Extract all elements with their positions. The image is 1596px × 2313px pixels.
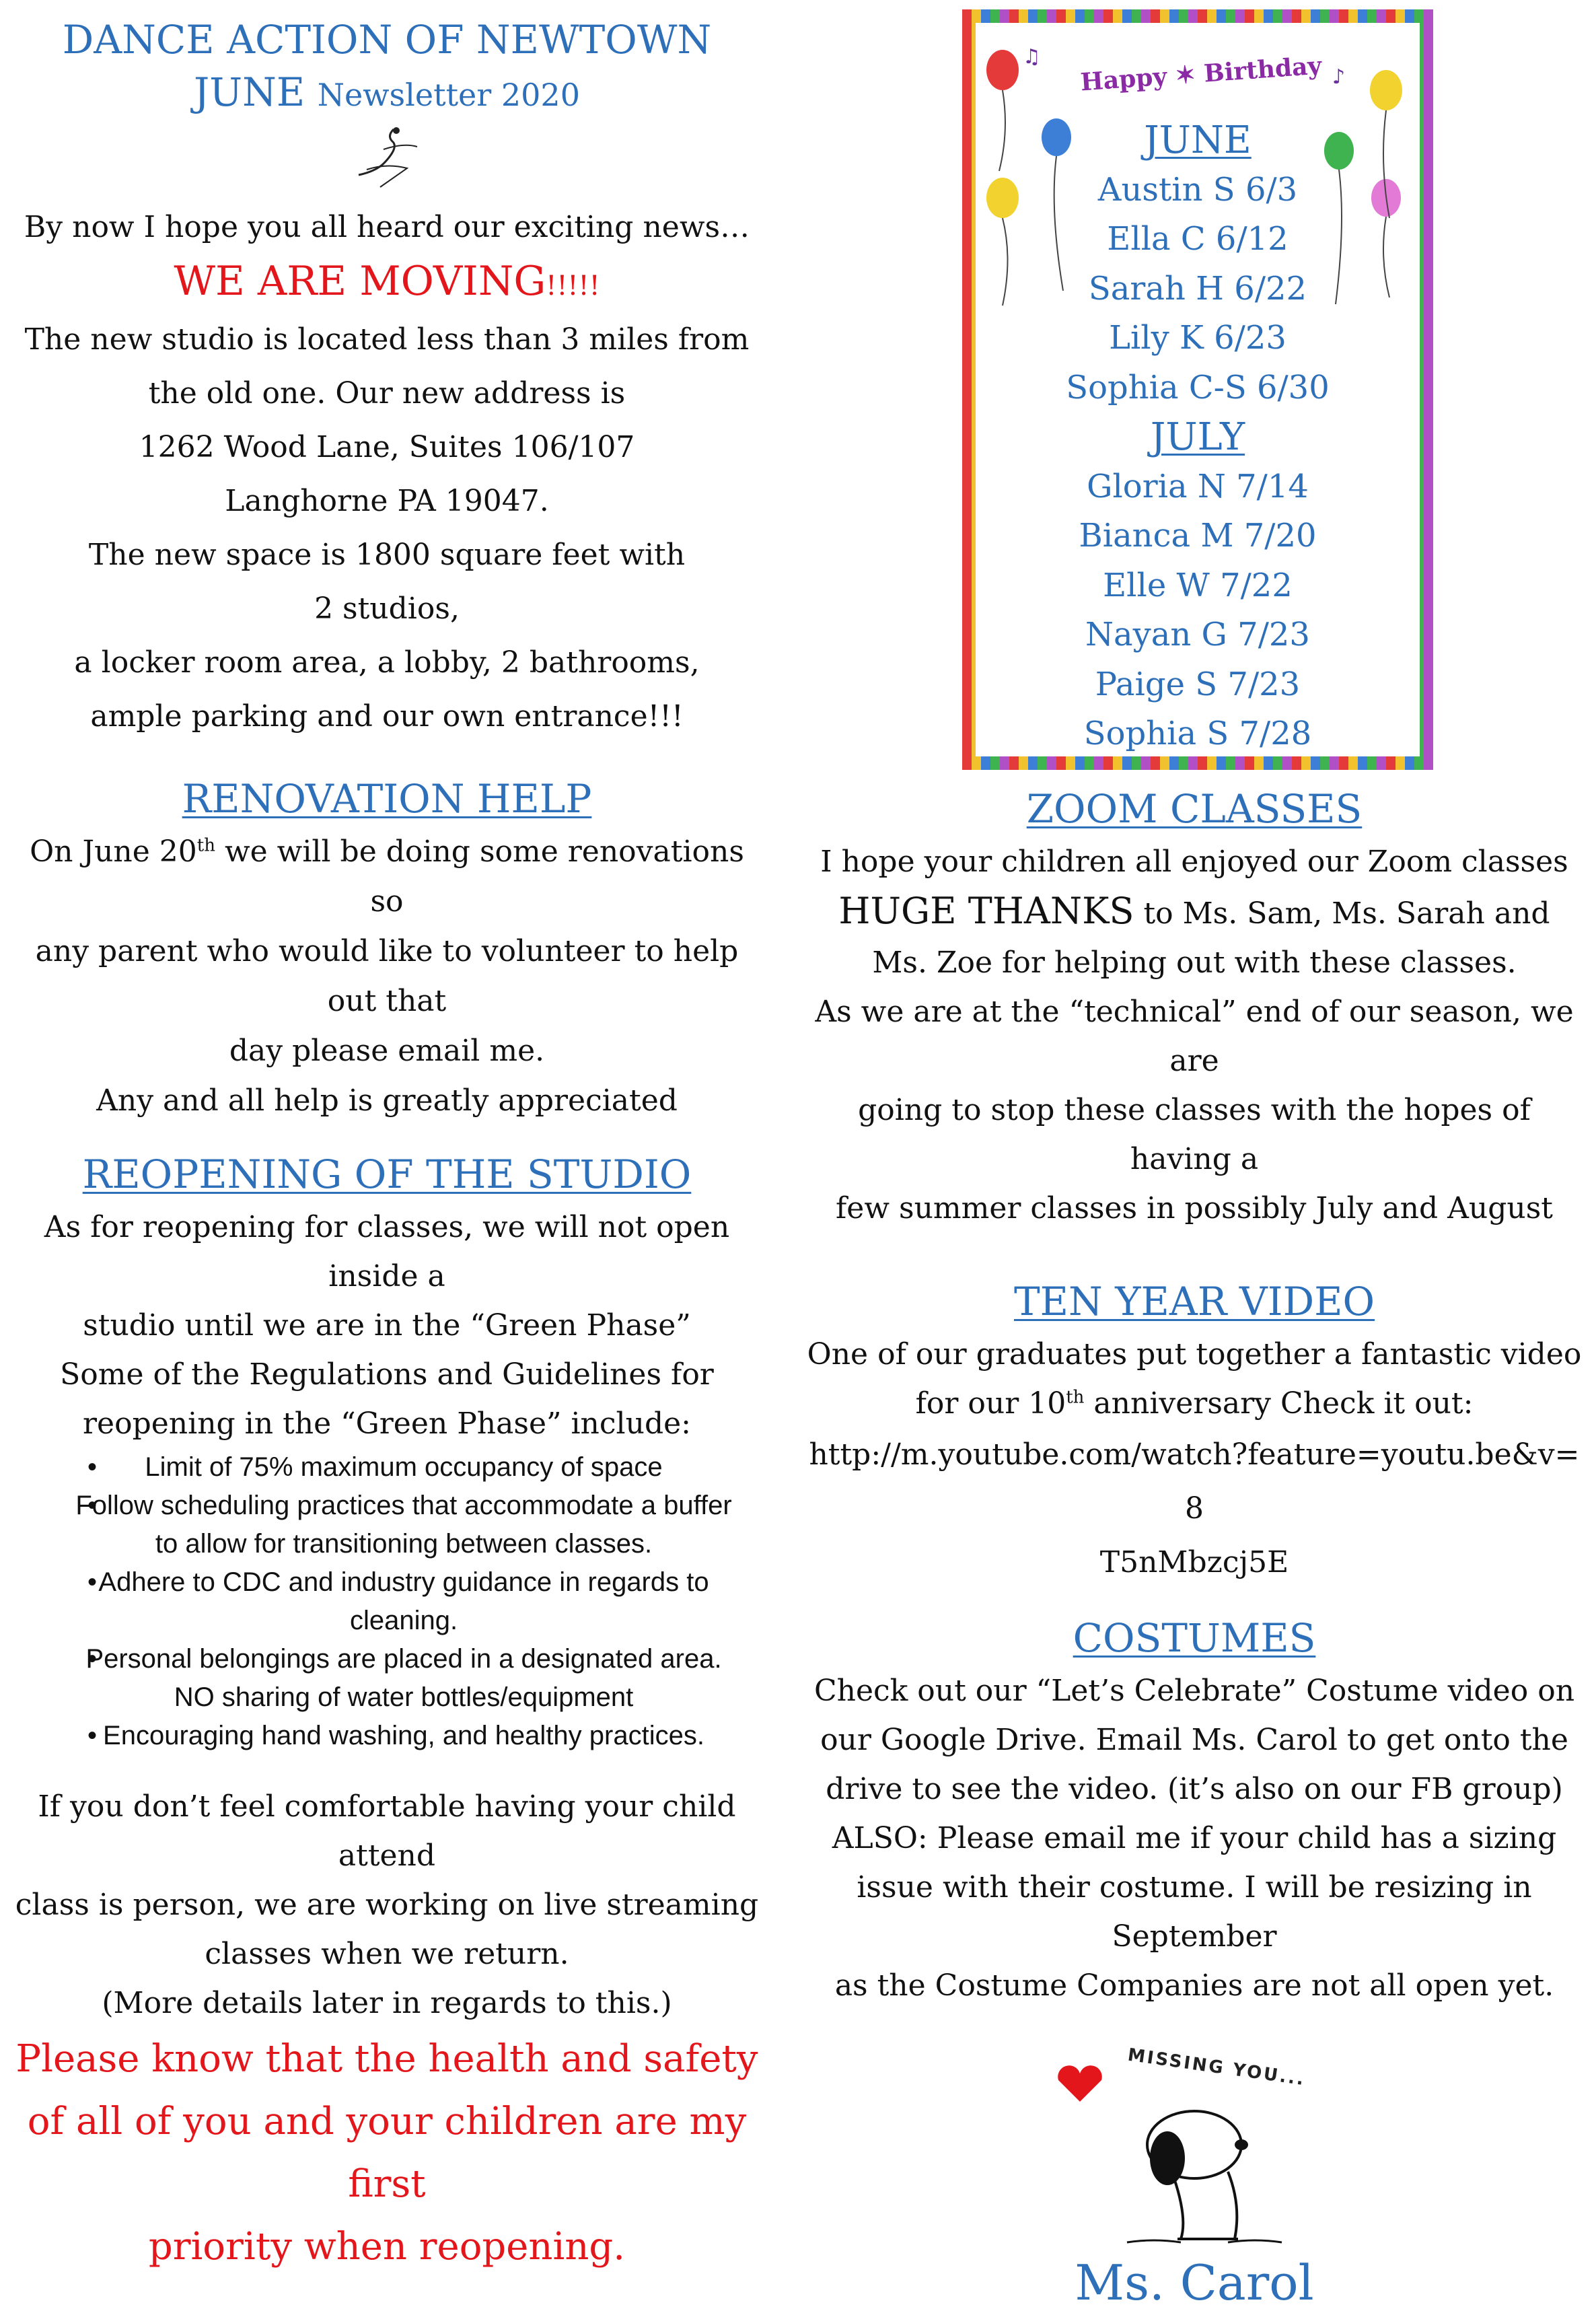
birthday-banner: Happy ✶ Birthday [1079, 51, 1323, 97]
birthday-entry: Nayan G 7/23 [1085, 616, 1310, 653]
moving-bang: !!!!! [546, 271, 600, 301]
renovation-text: day please email me. [229, 1034, 545, 1068]
priority-line: of all of you and your children are my first [27, 2100, 747, 2206]
moving-main: WE ARE MOVING [174, 258, 546, 305]
video-link[interactable]: T5nMbzcj5E [1099, 1545, 1289, 1579]
moving-headline [13, 254, 760, 313]
video-suffix: th [1066, 1387, 1085, 1408]
date-suffix: th [196, 835, 215, 856]
costumes-heading: COSTUMES [1073, 1615, 1316, 1661]
birthday-entry: Lily K 6/23 [1109, 319, 1286, 357]
snoopy-illustration [1053, 2044, 1336, 2252]
space-line: The new space is 1800 square feet with [88, 538, 686, 572]
costumes-text: drive to see the video. (it’s also on our FB group) [826, 1772, 1563, 1806]
signature: Ms. Carol [1075, 2254, 1314, 2311]
reopening-text: studio until we are in the “Green Phase” [83, 1308, 691, 1343]
missing-you-text: MISSING YOU... [1126, 2044, 1307, 2090]
birthday-entry: Ella C 6/12 [1107, 220, 1289, 258]
video-ten: for our 10 [915, 1386, 1066, 1421]
huge-thanks: HUGE THANKS [838, 890, 1134, 932]
list-item: • Encouraging hand washing, and healthy practices. [13, 1717, 760, 1755]
zoom-heading: ZOOM CLASSES [1026, 786, 1363, 832]
renovation-text: Any and all help is greatly appreciated [96, 1083, 678, 1118]
birthday-entry: Sarah H 6/22 [1088, 269, 1307, 308]
renovation-text [13, 827, 760, 927]
list-item: • Follow scheduling practices that accommodate a buffer to allow for transitioning between classes. [13, 1487, 760, 1563]
space-line: a locker room area, a lobby, 2 bathrooms, [74, 645, 700, 680]
birthday-entry: Austin S 6/3 [1097, 170, 1298, 209]
renovation-text: any parent who would like to volunteer to help out that [35, 934, 739, 1018]
birthday-entry: Bianca M 7/20 [1079, 517, 1317, 555]
streaming-text: If you don’t feel comfortable having your child attend [38, 1789, 736, 1873]
heart-icon [1053, 2064, 1107, 2104]
birthday-entry: Sophia C-S 6/30 [1066, 368, 1330, 406]
birthday-entry: Gloria N 7/14 [1087, 467, 1309, 505]
renovation-heading: RENOVATION HELP [182, 776, 592, 822]
costumes-text: ALSO: Please email me if your child has a sizing [832, 1821, 1557, 1855]
reopening-text: Some of the Regulations and Guidelines for [60, 1357, 714, 1392]
left-column [13, 13, 760, 2278]
birthday-card [962, 9, 1433, 770]
zoom-text: I hope your children all enjoyed our Zoom classes [820, 845, 1568, 879]
video-heading: TEN YEAR VIDEO [1013, 1279, 1375, 1324]
june-heading: JUNE [1144, 118, 1252, 162]
subtitle-rest: Newsletter 2020 [317, 77, 580, 113]
zoom-text: Ms. Zoe for helping out with these classes. [872, 946, 1517, 980]
priority-line: Please know that the health and safety [15, 2037, 758, 2081]
right-column [804, 781, 1585, 2313]
guidelines-list [13, 1448, 760, 1755]
streaming-text: class is person, we are working on live streaming [15, 1888, 759, 1922]
video-text: One of our graduates put together a fantastic video [807, 1337, 1582, 1372]
costumes-text: as the Costume Companies are not all open yet. [834, 1968, 1554, 2003]
july-heading: JULY [1150, 415, 1245, 459]
priority-line: priority when reopening. [148, 2225, 626, 2269]
intro-text: By now I hope you all heard our exciting news… [24, 210, 750, 244]
zoom-text [804, 886, 1585, 938]
birthday-card-inner [976, 23, 1420, 756]
dancer-logo-icon [347, 122, 427, 197]
address-line: the old one. Our new address is [148, 376, 626, 411]
zoom-thanks-rest: to Ms. Sam, Ms. Sarah and [1143, 896, 1550, 931]
address-line: 1262 Wood Lane, Suites 106/107 [139, 430, 635, 464]
renovation-rest: we will be doing some renovations so [215, 834, 744, 919]
costumes-text: issue with their costume. I will be resizing in September [857, 1870, 1532, 1954]
birthday-entry: Sophia S 7/28 [1083, 715, 1312, 752]
video-rest: anniversary Check it out: [1084, 1386, 1474, 1421]
snoopy-icon [1114, 2098, 1289, 2252]
video-link[interactable]: http://m.youtube.com/watch?feature=youtu.be&v=8 [809, 1437, 1580, 1526]
zoom-text: As we are at the “technical” end of our season, we are [815, 995, 1574, 1078]
space-line: ample parking and our own entrance!!! [90, 699, 684, 734]
reopening-heading: REOPENING OF THE STUDIO [82, 1151, 692, 1197]
birthday-list [976, 116, 1420, 759]
video-text [804, 1379, 1585, 1428]
list-item: • Limit of 75% maximum occupancy of space [13, 1448, 760, 1487]
svg-text:♪: ♪ [1332, 65, 1346, 89]
list-item: • Personal belongings are placed in a designated area. NO sharing of water bottles/equipment [13, 1640, 760, 1717]
address-line: Langhorne PA 19047. [225, 484, 549, 518]
reopening-text: reopening in the “Green Phase” include: [83, 1407, 691, 1441]
newsletter-title: DANCE ACTION OF NEWTOWN [62, 17, 712, 63]
renovation-date: On June 20 [30, 834, 197, 869]
svg-text:♫: ♫ [1023, 45, 1041, 69]
costumes-text: our Google Drive. Email Ms. Carol to get onto the [820, 1723, 1568, 1757]
birthday-entry: Paige S 7/23 [1095, 665, 1301, 703]
zoom-text: going to stop these classes with the hopes of having a [858, 1093, 1531, 1176]
streaming-text: classes when we return. [205, 1937, 569, 1971]
address-line: The new studio is located less than 3 miles from [24, 322, 750, 357]
costumes-text: Check out our “Let’s Celebrate” Costume video on [813, 1674, 1575, 1708]
reopening-text: As for reopening for classes, we will not open inside a [44, 1210, 730, 1293]
subtitle-month: JUNE [194, 69, 305, 115]
streaming-text: (More details later in regards to this.) [102, 1986, 672, 2020]
space-line: 2 studios, [314, 592, 460, 626]
birthday-entry: Elle W 7/22 [1103, 566, 1293, 604]
list-item: • Adhere to CDC and industry guidance in regards to cleaning. [13, 1563, 760, 1640]
newsletter-subtitle [13, 66, 760, 121]
zoom-text: few summer classes in possibly July and August [836, 1191, 1553, 1225]
